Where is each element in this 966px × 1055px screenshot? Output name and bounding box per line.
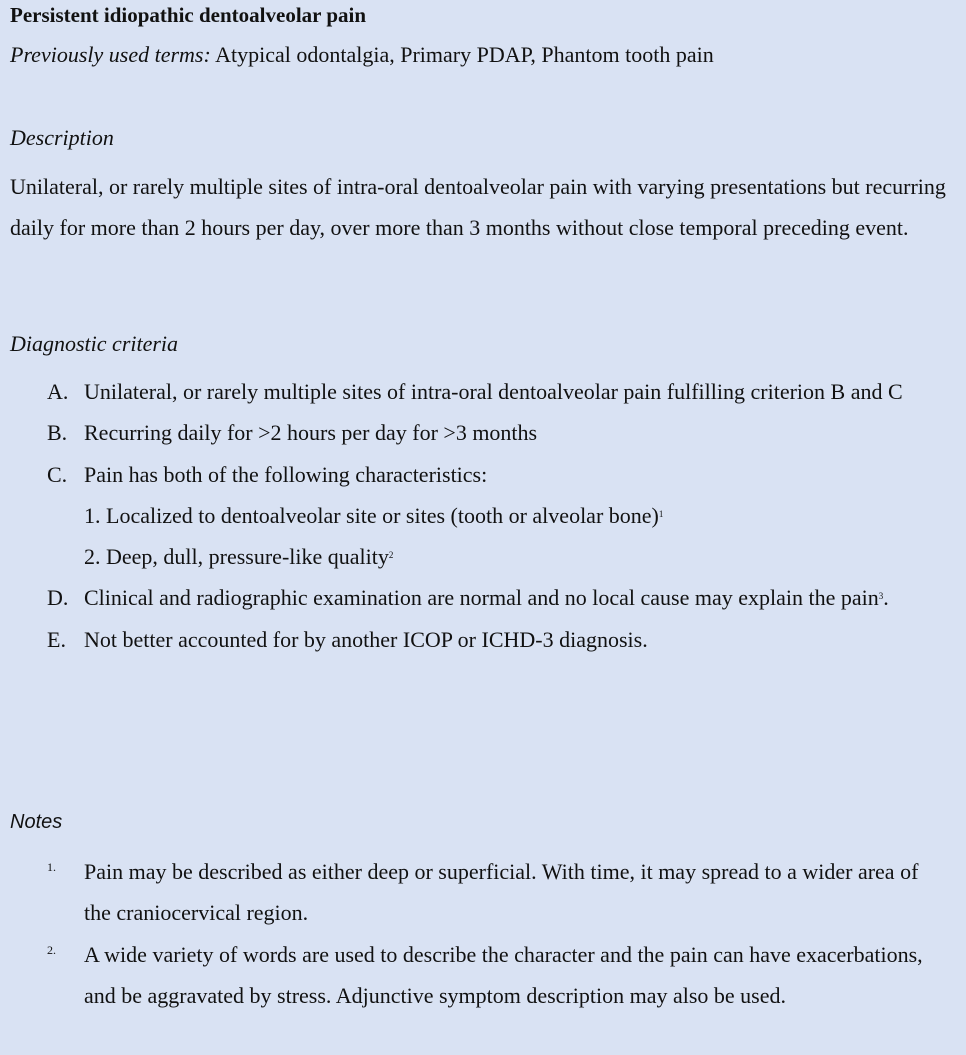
- note-2: [0, 934, 944, 1017]
- subitem-text: 1. Localized to dentoalveolar site or sites (tooth or alveolar bone): [84, 502, 659, 528]
- footnote-marker: 3: [878, 591, 884, 602]
- criterion-suffix: .: [883, 585, 889, 611]
- criterion-text: Unilateral, or rarely multiple sites of intra-oral dentoalveolar pain fulfilling criterion B and C: [84, 379, 903, 404]
- criterion-c: [0, 454, 954, 495]
- criterion-letter: A.: [47, 379, 69, 404]
- criterion-b: [0, 412, 954, 453]
- criterion-text: Not better accounted for by another ICOP or ICHD-3 diagnosis.: [84, 626, 648, 652]
- notes-list: [0, 851, 966, 1016]
- criterion-letter: C.: [47, 461, 68, 487]
- previously-used-label: Previously used terms:: [10, 42, 211, 67]
- criterion-c-subitem-2: [0, 536, 966, 577]
- criterion-c-subitem-1: [0, 495, 966, 536]
- notes-heading: Notes: [10, 811, 63, 833]
- subitem-text: 2. Deep, dull, pressure-like quality: [84, 544, 389, 570]
- previously-used-terms: [10, 42, 714, 68]
- footnote-marker: 2: [388, 550, 394, 561]
- criterion-text: Clinical and radiographic examination are normal and no local cause may explain the pain: [84, 585, 879, 611]
- note-number: 1.: [47, 860, 56, 874]
- note-1: [0, 851, 944, 934]
- document-title: Persistent idiopathic dentoalveolar pain: [10, 3, 367, 27]
- criterion-d: [0, 577, 954, 618]
- criteria-list: [0, 371, 966, 660]
- criterion-letter: E.: [47, 626, 66, 652]
- description-heading: Description: [10, 125, 114, 150]
- criterion-text: Recurring daily for >2 hours per day for >3 months: [84, 420, 538, 446]
- description-text: Unilateral, or rarely multiple sites of intra-oral dentoalveolar pain with varying presentations but recurring daily for more than 2 hours per day, over more than 3 months without close temporal preceding event.: [10, 174, 946, 241]
- note-text: A wide variety of words are used to describe the character and the pain can have exacerbations, and be aggravated by stress. Adjunctive symptom description may also be used.: [84, 941, 923, 1008]
- criterion-e: [0, 619, 954, 660]
- diagnostic-criteria-heading: Diagnostic criteria: [10, 331, 179, 356]
- criterion-letter: D.: [47, 585, 69, 611]
- previously-used-values: Atypical odontalgia, Primary PDAP, Phantom tooth pain: [215, 42, 714, 67]
- note-number: 2.: [47, 942, 56, 957]
- criterion-letter: B.: [47, 420, 68, 446]
- criterion-text: Pain has both of the following characteristics:: [84, 461, 488, 487]
- criterion-a: [0, 371, 954, 412]
- footnote-marker: 1: [658, 508, 664, 519]
- note-text: Pain may be described as either deep or superficial. With time, it may spread to a wider area of the craniocervical region.: [84, 859, 919, 926]
